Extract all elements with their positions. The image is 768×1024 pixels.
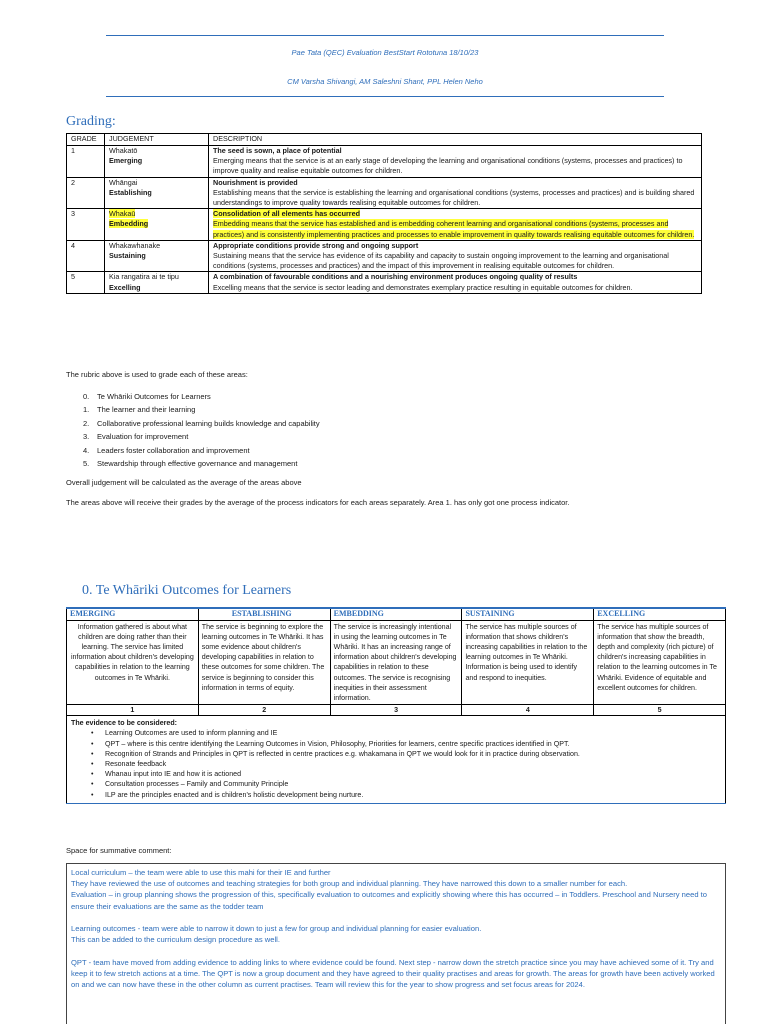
judgement-english: Emerging bbox=[109, 156, 143, 166]
rubric-intro: The rubric above is used to grade each of these areas: bbox=[66, 370, 248, 379]
rubric-descriptors-row bbox=[67, 620, 726, 705]
area-number: 5. bbox=[83, 459, 90, 469]
list-item bbox=[83, 417, 320, 430]
list-item: • Consultation processes – Family and Community Principle bbox=[91, 779, 721, 789]
table-row bbox=[67, 240, 702, 272]
descriptor-excelling: The service has multiple sources of information that show the breadth, depth and complexity (rich picture) of children's increasing capabilities in relation to the learning outcomes in Te Whāriki. Evidence of equitable and excellent outcomes for children. bbox=[594, 620, 726, 705]
area-label: Collaborative professional learning builds knowledge and capability bbox=[97, 418, 320, 428]
grade-number: 4 bbox=[67, 240, 105, 272]
grade-number: 4 bbox=[462, 705, 594, 716]
grade-number: 5 bbox=[594, 705, 726, 716]
grade-number: 1 bbox=[67, 146, 105, 178]
summary-line: QPT - team have moved from adding evidence to adding links to where evidence could be found. Next step - narrow down the stretch practice since you may have achieved some of it. Try and keep it to few stretch actions at a time. The QPT is now a group document and they have agreed to their quality practises and areas for growth. The areas for growth have been actively worked on and we can now have these in the other column as current practises. Team will review this for the year to show progress and set focus areas for 2024. bbox=[71, 957, 715, 989]
list-item: • Learning Outcomes are used to inform planning and IE bbox=[91, 728, 721, 738]
list-item: • Recognition of Strands and Principles in QPT is reflected in centre practices e.g. whakamana in QPT we would look for it in practice during observation. bbox=[91, 749, 721, 759]
areas-list bbox=[83, 390, 320, 470]
list-item bbox=[83, 457, 320, 470]
description-text: Emerging means that the service is at an early stage of developing the learning and organisational conditions (systems, processes and practices) to improve quality and realise equitable outcomes for children. bbox=[213, 156, 683, 176]
descriptor-embedding: The service is increasingly intentional in using the learning outcomes in Te Whāriki. It has an increasing range of information about children's developing capabilities in relation to these outcomes. The service is recognising inequities in their assessment information. bbox=[330, 620, 462, 705]
description-text: Sustaining means that the service has evidence of its capability and capacity to sustain ongoing improvement to the learning and organisational conditions (systems, processes and practices) and the impact of this improvement in realising equitable outcomes for children. bbox=[213, 251, 669, 271]
judgement-maori: Whakawhanake bbox=[109, 240, 161, 250]
summary-line: Local curriculum – the team were able to use this mahi for their IE and further bbox=[71, 868, 331, 877]
description-title: Consolidation of all elements has occurred bbox=[213, 209, 360, 219]
list-item: • Whanau input into IE and how it is actioned bbox=[91, 769, 721, 779]
area-number: 4. bbox=[83, 445, 90, 455]
summative-comment-box[interactable] bbox=[66, 863, 726, 1024]
col-description: DESCRIPTION bbox=[209, 134, 702, 146]
area-number: 2. bbox=[83, 418, 90, 428]
list-item bbox=[83, 430, 320, 443]
description-cell bbox=[209, 177, 702, 209]
summary-line: This can be added to the curriculum design procedure as well. bbox=[71, 935, 280, 945]
description-title: A combination of favourable conditions and a nourishing environment produces ongoing quality of results bbox=[213, 272, 578, 282]
area-number: 3. bbox=[83, 432, 90, 442]
list-item bbox=[83, 403, 320, 416]
rubric-header bbox=[67, 608, 726, 620]
judgement-english: Embedding bbox=[109, 219, 149, 229]
outcomes-rubric-table bbox=[66, 607, 726, 804]
judgement-cell bbox=[105, 209, 209, 241]
table-row bbox=[67, 272, 702, 293]
description-cell bbox=[209, 272, 702, 293]
table-row bbox=[67, 177, 702, 209]
descriptor-emerging: Information gathered is about what children are doing rather than their learning. The service has limited information about children's developing capabilities in relation to the learning outcomes in Te Whāriki. bbox=[67, 620, 199, 705]
grade-number: 3 bbox=[330, 705, 462, 716]
area-number: 1. bbox=[83, 405, 90, 415]
list-item bbox=[83, 390, 320, 403]
judgement-cell bbox=[105, 272, 209, 293]
grade-number: 5 bbox=[67, 272, 105, 293]
area-label: Leaders foster collaboration and improvement bbox=[97, 445, 250, 455]
list-item: • Resonate feedback bbox=[91, 759, 721, 769]
judgement-cell bbox=[105, 146, 209, 178]
list-item bbox=[83, 444, 320, 457]
col-sustaining: SUSTAINING bbox=[462, 608, 594, 620]
col-emerging: EMERGING bbox=[67, 608, 199, 620]
summary-line: They have reviewed the use of outcomes and teaching strategies for both group and individual planning. They have narrowed this down to a smaller number for each. bbox=[71, 879, 628, 889]
area-label: Evaluation for improvement bbox=[97, 432, 189, 442]
grade-number: 3 bbox=[67, 209, 105, 241]
evidence-title: The evidence to be considered: bbox=[71, 719, 178, 728]
rubric-grade-row bbox=[67, 705, 726, 716]
section-heading: 0. Te Whāriki Outcomes for Learners bbox=[82, 583, 292, 598]
document-header bbox=[106, 35, 664, 97]
col-judgement: JUDGEMENT bbox=[105, 134, 209, 146]
grade-number: 2 bbox=[67, 177, 105, 209]
judgement-cell bbox=[105, 177, 209, 209]
description-text: Excelling means that the service is sector leading and demonstrates exemplary practice resulting in equitable outcomes for children. bbox=[213, 282, 633, 292]
evidence-row bbox=[67, 716, 726, 804]
area-label: The learner and their learning bbox=[97, 405, 196, 415]
description-cell bbox=[209, 209, 702, 241]
summary-line: Learning outcomes - team were able to narrow it down to just a few for group and individual planning for easier evaluation. bbox=[71, 924, 482, 933]
description-cell bbox=[209, 240, 702, 272]
areas-grade-note: The areas above will receive their grades by the average of the process indicators for each areas separately. Area 1. has only got one process indicator. bbox=[66, 498, 570, 507]
col-grade: GRADE bbox=[67, 134, 105, 146]
judgement-cell bbox=[105, 240, 209, 272]
grading-table-header bbox=[67, 134, 702, 146]
judgement-maori: Whakatō bbox=[109, 146, 138, 155]
list-item: • ILP are the principles enacted and is children's holistic development being nurture. bbox=[91, 790, 721, 800]
area-label: Stewardship through effective governance and management bbox=[97, 459, 298, 469]
judgement-maori: Kia rangatira ai te tipu bbox=[109, 272, 179, 282]
evidence-list bbox=[91, 728, 721, 799]
descriptor-sustaining: The service has multiple sources of information that shows children's increasing capabilities in relation to the learning outcomes in Te Whāriki. Information is being used to identify and respond to inequities. bbox=[462, 620, 594, 705]
table-row bbox=[67, 146, 702, 178]
judgement-english: Establishing bbox=[109, 187, 152, 197]
col-excelling: EXCELLING bbox=[594, 608, 726, 620]
descriptor-establishing: The service is beginning to explore the learning outcomes in Te Whāriki. It has some evidence about children's developing capabilities in relation to these outcomes for some children. The service is beginning to consider this information in terms of equity. bbox=[198, 620, 330, 705]
description-text: Embedding means that the service has established and is embedding coherent learning and organisational conditions (systems, processes and practices) and is consistently implementing practices and processes to enable improvement in quality towards realising equitable outcomes for children. bbox=[213, 219, 695, 239]
description-text: Establishing means that the service is establishing the learning and organisational conditions (systems, processes and practices) and is building shared understandings to improve quality towards realising equitable outcomes for children. bbox=[213, 187, 695, 208]
description-title: The seed is sown, a place of potential bbox=[213, 146, 342, 155]
header-attendees: CM Varsha Shivangi, AM Saleshni Shant, PPL Helen Neho bbox=[287, 77, 483, 86]
col-embedding: EMBEDDING bbox=[330, 608, 462, 620]
area-label: Te Whāriki Outcomes for Learners bbox=[97, 392, 211, 401]
table-row bbox=[67, 209, 702, 241]
summary-label: Space for summative comment: bbox=[66, 846, 172, 855]
summary-line: Evaluation – in group planning shows the progression of this, specifically evaluation to outcomes and explicitly showing where this has occurred – in Toddlers. Preschool and Nursery need to ensure their evaluations are the same as the todder team bbox=[71, 890, 707, 911]
judgement-maori: Whāngai bbox=[109, 177, 138, 187]
grading-table bbox=[66, 133, 702, 294]
judgement-english: Sustaining bbox=[109, 251, 146, 261]
grade-number: 1 bbox=[67, 705, 199, 716]
grading-heading: Grading: bbox=[66, 114, 116, 129]
description-title: Nourishment is provided bbox=[213, 177, 298, 187]
col-establishing: ESTABLISHING bbox=[198, 608, 330, 620]
evidence-cell bbox=[67, 716, 726, 804]
header-title: Pae Tata (QEC) Evaluation BestStart Rototuna 18/10/23 bbox=[291, 48, 479, 57]
description-title: Appropriate conditions provide strong and ongoing support bbox=[213, 240, 419, 250]
list-item: • QPT – where is this centre identifying the Learning Outcomes in Vision, Philosophy, Priorities for learners, centre specific practices identified in QPT. bbox=[91, 739, 721, 749]
area-number: 0. bbox=[83, 392, 90, 401]
overall-judgement-note: Overall judgement will be calculated as the average of the areas above bbox=[66, 478, 302, 487]
description-cell bbox=[209, 146, 702, 178]
grade-number: 2 bbox=[198, 705, 330, 716]
judgement-maori: Whakaū bbox=[109, 209, 136, 219]
judgement-english: Excelling bbox=[109, 282, 141, 292]
